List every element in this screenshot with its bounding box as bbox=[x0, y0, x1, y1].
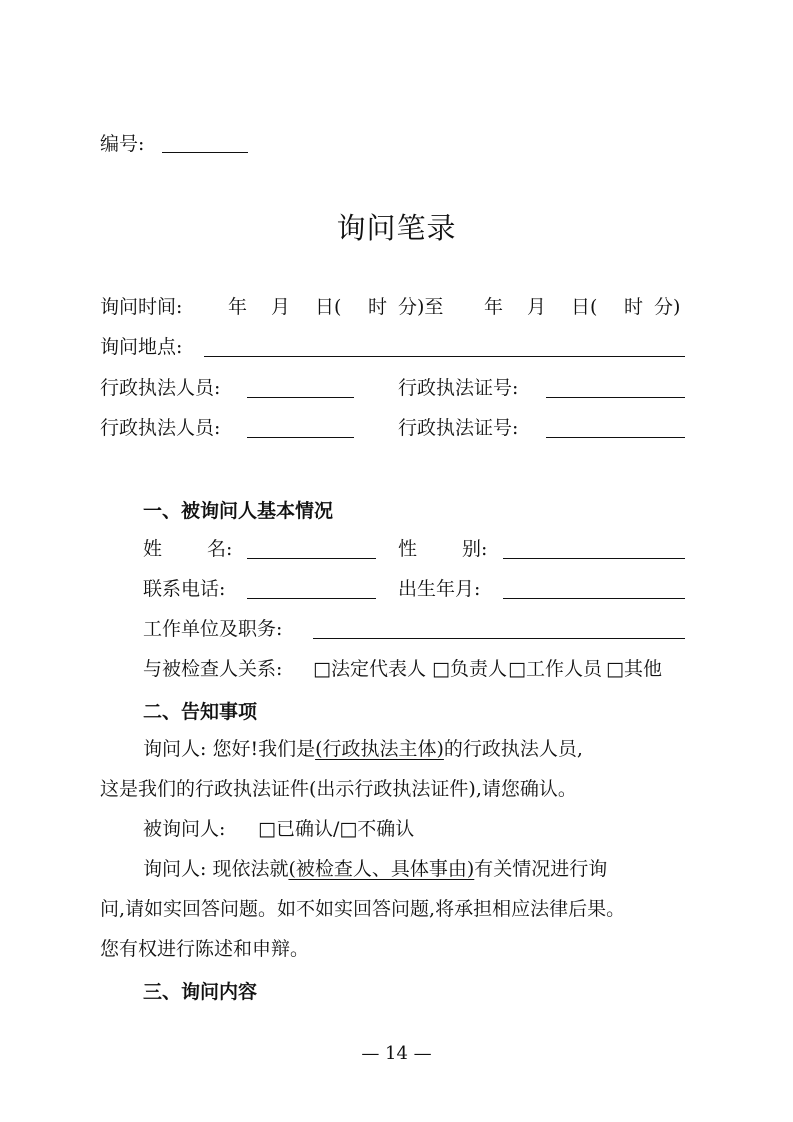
officer-field-2[interactable] bbox=[247, 437, 354, 438]
cert-label-2: 行政执法证号: bbox=[398, 417, 519, 439]
time-month-start: 月 bbox=[271, 296, 291, 318]
officer-field-1[interactable] bbox=[247, 397, 354, 398]
phone-label: 联系电话: bbox=[143, 578, 226, 600]
inquiry-time-label: 询问时间: bbox=[100, 296, 183, 318]
relation-option-legal-rep[interactable]: □法定代表人 bbox=[313, 658, 426, 680]
confirm-label: 被询问人: bbox=[143, 818, 226, 840]
officer-label-2: 行政执法人员: bbox=[100, 417, 221, 439]
name-label-part1: 姓 bbox=[143, 538, 163, 560]
notice-p1-prefix: 询问人: 您好!我们是 bbox=[143, 738, 316, 760]
cert-field-1[interactable] bbox=[546, 397, 685, 398]
notice-p2-line2: 问,请如实回答问题。如不如实回答问题,将承担相应法律后果。 bbox=[100, 898, 626, 920]
notice-p1-line1 bbox=[143, 737, 583, 761]
relation-option-responsible[interactable]: □负责人 bbox=[432, 658, 507, 680]
time-year-end: 年 bbox=[484, 296, 504, 318]
section1-heading: 一、被询问人基本情况 bbox=[143, 500, 334, 522]
gender-field[interactable] bbox=[503, 558, 685, 559]
name-label-part2: 名: bbox=[207, 538, 233, 560]
phone-field[interactable] bbox=[247, 598, 376, 599]
name-field[interactable] bbox=[247, 558, 376, 559]
section2-heading: 二、告知事项 bbox=[143, 701, 258, 723]
confirm-options[interactable]: □已确认/□不确认 bbox=[258, 818, 415, 840]
notice-p2-prefix: 询问人: 现依法就 bbox=[143, 858, 289, 880]
notice-p1-suffix: 的行政执法人员, bbox=[443, 738, 583, 760]
time-hour-start: 时 bbox=[368, 296, 388, 318]
time-minute-start: 分)至 bbox=[398, 296, 444, 318]
inquiry-place-field[interactable] bbox=[204, 356, 685, 357]
relation-option-staff[interactable]: □工作人员 bbox=[508, 658, 602, 680]
number-label: 编号: bbox=[100, 133, 145, 155]
notice-p1-blank: (行政执法主体) bbox=[315, 738, 444, 760]
number-field[interactable] bbox=[162, 152, 248, 153]
birth-field[interactable] bbox=[503, 598, 685, 599]
inquiry-place-label: 询问地点: bbox=[100, 336, 183, 358]
page-title: 询问笔录 bbox=[336, 211, 457, 245]
notice-p2-line1 bbox=[143, 857, 607, 881]
cert-label-1: 行政执法证号: bbox=[398, 377, 519, 399]
notice-p2-line3: 您有权进行陈述和申辩。 bbox=[100, 938, 310, 960]
gender-label-part1: 性 bbox=[398, 538, 418, 560]
gender-label-part2: 别: bbox=[462, 538, 488, 560]
employer-label: 工作单位及职务: bbox=[143, 618, 283, 640]
notice-p2-suffix: 有关情况进行询 bbox=[474, 858, 608, 880]
time-day-start: 日( bbox=[315, 296, 342, 318]
birth-label: 出生年月: bbox=[398, 578, 481, 600]
section3-heading: 三、询问内容 bbox=[143, 981, 258, 1003]
notice-p1-line2: 这是我们的行政执法证件(出示行政执法证件),请您确认。 bbox=[100, 778, 577, 800]
time-minute-end: 分) bbox=[654, 296, 681, 318]
relation-option-other[interactable]: □其他 bbox=[606, 658, 662, 680]
time-year-start: 年 bbox=[228, 296, 248, 318]
notice-p2-blank: (被检查人、具体事由) bbox=[288, 858, 475, 880]
employer-field[interactable] bbox=[313, 638, 685, 639]
time-hour-end: 时 bbox=[624, 296, 644, 318]
page-number: — 14 — bbox=[361, 1043, 432, 1064]
cert-field-2[interactable] bbox=[546, 437, 685, 438]
time-month-end: 月 bbox=[527, 296, 547, 318]
relation-label: 与被检查人关系: bbox=[143, 658, 283, 680]
officer-label-1: 行政执法人员: bbox=[100, 377, 221, 399]
time-day-end: 日( bbox=[571, 296, 598, 318]
